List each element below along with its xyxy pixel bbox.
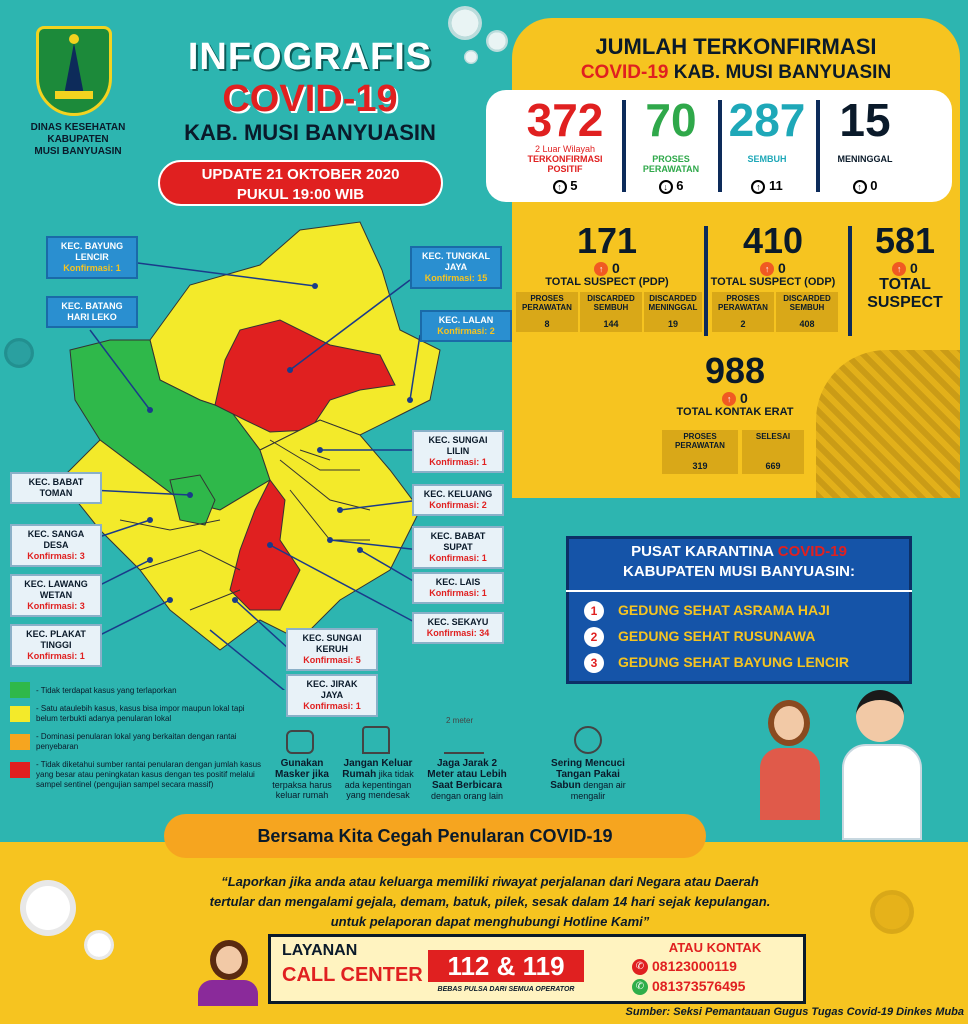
- total-contact: 988 ↑ 0 TOTAL KONTAK ERAT: [676, 350, 794, 419]
- contact-label: ATAU KONTAK: [668, 940, 762, 955]
- virus-decoration-icon: [20, 880, 76, 936]
- doctor-illustration: [838, 690, 926, 840]
- hotline-note: BEBAS PULSA DARI SEMUA OPERATOR: [437, 986, 575, 993]
- arrow-up-icon: ↑: [892, 262, 906, 276]
- district-label-sekayu: KEC. SEKAYU Konfirmasi: 34: [412, 612, 504, 644]
- source-credit: Sumber: Seksi Pemantauan Gugus Tugas Covid-19 Dinkes Muba: [625, 1006, 964, 1018]
- legend-text: - Satu ataulebih kasus, kasus bisa impor maupun lokal tapi belum terbukti adanya penularan lokal: [36, 704, 245, 723]
- tip-wash-hands: Sering Mencuci Tangan Pakai Sabun dengan air mengalir: [550, 758, 626, 801]
- tip-stay-home: Jangan Keluar Rumah jika tidak ada kepentingan yang mendesak: [342, 758, 414, 800]
- page-title: INFOGRAFIS: [187, 36, 433, 78]
- confirmed-subheading: COVID-19 KAB. MUSI BANYUASIN: [580, 62, 892, 83]
- reporting-notice: “Laporkan jika anda atau keluarga memiliki riwayat perjalanan dari Negara atau Daerah tertular dan mengalami gejala, demam, batuk, pilek, sesak dalam 14 hari sejak kepulangan. untuk pelaporan dapat menghubungi Hotline Kami”: [209, 874, 771, 929]
- suspect-odp: 410 ↑ 0 TOTAL SUSPECT (ODP): [710, 220, 836, 289]
- legend-swatch-green: [10, 682, 30, 698]
- district-label-babat-toman: KEC. BABAT TOMAN: [10, 472, 102, 504]
- page-subtitle-region: KAB. MUSI BANYUASIN: [184, 120, 436, 145]
- arrow-up-icon: ↑: [751, 180, 765, 194]
- pdp-cell: PROSES PERAWATAN 8: [516, 292, 578, 332]
- kabupaten-logo: [36, 26, 112, 116]
- page-subtitle-covid: COVID-19: [222, 78, 398, 120]
- arrow-up-icon: ↑: [722, 392, 736, 406]
- stat-treatment: 70 PROSES PERAWATAN ↓ 6: [642, 94, 700, 193]
- contact-cell: SELESAI 669: [742, 430, 804, 474]
- mask-icon: [286, 730, 314, 754]
- arrow-up-icon: ↑: [760, 262, 774, 276]
- district-label-plakat-tinggi: KEC. PLAKAT TINGGI Konfirmasi: 1: [10, 624, 102, 667]
- district-label-bayung-lencir: KEC. BAYUNG LENCIR Konfirmasi: 1: [46, 236, 138, 279]
- batik-decoration: [816, 350, 960, 498]
- tip-distance: Jaga Jarak 2 Meter atau Lebih Saat Berbicara dengan orang lain: [427, 758, 507, 801]
- virus-decoration-icon: [84, 930, 114, 960]
- legend-text: - Tidak diketahui sumber rantai penularan dengan jumlah kasus yang besar atau peningkatan kasus dengan tes positif melalui sampel sentinel (pengujian sampel secara massif): [36, 760, 262, 789]
- virus-decoration-icon: [870, 890, 914, 934]
- contact-cell: PROSES PERAWATAN 319: [662, 430, 738, 474]
- district-label-sungai-keruh: KEC. SUNGAI KERUH Konfirmasi: 5: [286, 628, 378, 671]
- whatsapp-contact: ✆ 081373576495: [632, 978, 802, 995]
- district-label-tungkal-jaya: KEC. TUNGKAL JAYA Konfirmasi: 15: [410, 246, 502, 289]
- arrow-up-icon: ↑: [853, 180, 867, 194]
- update-badge: UPDATE 21 OKTOBER 2020 PUKUL 19:00 WIB: [158, 160, 443, 206]
- district-label-lawang-wetan: KEC. LAWANG WETAN Konfirmasi: 3: [10, 574, 102, 617]
- legend-text: - Dominasi penularan lokal yang berkaitan dengan rantai penyebaran: [36, 732, 237, 751]
- district-label-keluang: KEC. KELUANG Konfirmasi: 2: [412, 484, 504, 516]
- pdp-cell: DISCARDED SEMBUH 144: [580, 292, 642, 332]
- phone-contact: ✆ 08123000119: [632, 958, 802, 975]
- stat-deaths: 15 MENINGGAL ↑ 0: [837, 94, 893, 193]
- quarantine-item: 1 GEDUNG SEHAT ASRAMA HAJI: [584, 600, 904, 621]
- hand-wash-icon: [574, 726, 602, 754]
- quarantine-item: 2 GEDUNG SEHAT RUSUNAWA: [584, 626, 904, 647]
- agency-name: DINAS KESEHATAN KABUPATEN MUSI BANYUASIN: [30, 122, 126, 157]
- pdp-cell: DISCARDED MENINGGAL 19: [644, 292, 702, 332]
- stat-recovered: 287 SEMBUH ↑ 11: [728, 94, 806, 193]
- district-label-sanga-desa: KEC. SANGA DESA Konfirmasi: 3: [10, 524, 102, 567]
- district-label-babat-supat: KEC. BABAT SUPAT Konfirmasi: 1: [412, 526, 504, 569]
- odp-cell: PROSES PERAWATAN 2: [712, 292, 774, 332]
- phone-icon: ✆: [632, 959, 648, 975]
- campaign-banner: Bersama Kita Cegah Penularan COVID-19: [164, 814, 706, 858]
- district-label-sungai-lilin: KEC. SUNGAI LILIN Konfirmasi: 1: [412, 430, 504, 473]
- district-label-lais: KEC. LAIS Konfirmasi: 1: [412, 572, 504, 604]
- stat-positive: 372 2 Luar Wilayah TERKONFIRMASI POSITIF ↑ 5: [526, 94, 604, 193]
- virus-decoration-icon: [486, 30, 508, 52]
- legend-swatch-orange: [10, 734, 30, 750]
- virus-decoration-icon: [448, 6, 482, 40]
- district-label-lalan: KEC. LALAN Konfirmasi: 2: [420, 310, 512, 342]
- legend-text: - Tidak terdapat kasus yang terlaporkan: [36, 686, 177, 695]
- legend-swatch-red: [10, 762, 30, 778]
- legend-swatch-yellow: [10, 706, 30, 722]
- confirmed-heading: JUMLAH TERKONFIRMASI: [595, 34, 877, 59]
- divider: [566, 590, 912, 592]
- odp-cell: DISCARDED SEMBUH 408: [776, 292, 838, 332]
- suspect-pdp: 171 ↑ 0 TOTAL SUSPECT (PDP): [545, 220, 669, 289]
- hotline-number: 112 & 119: [428, 950, 584, 982]
- distance-note: 2 meter: [446, 716, 474, 725]
- whatsapp-icon: ✆: [632, 979, 648, 995]
- oil-tower-icon: [39, 29, 109, 113]
- district-label-jirak-jaya: KEC. JIRAK JAYA Konfirmasi: 1: [286, 674, 378, 717]
- call-center-title: CALL CENTER: [282, 964, 423, 986]
- district-label-batang-hari-leko: KEC. BATANG HARI LEKO: [46, 296, 138, 328]
- patient-illustration: [760, 700, 820, 820]
- total-suspect: 581 ↑ 0 TOTAL SUSPECT: [867, 220, 943, 312]
- arrow-down-icon: ↓: [659, 180, 673, 194]
- house-icon: [362, 726, 390, 754]
- arrow-up-icon: ↑: [594, 262, 608, 276]
- arrow-up-icon: ↑: [553, 180, 567, 194]
- quarantine-title: PUSAT KARANTINA COVID-19 KABUPATEN MUSI BANYUASIN:: [623, 543, 855, 580]
- tip-mask: Gunakan Masker jika terpaksa harus keluar rumah: [272, 758, 332, 800]
- distance-icon: [444, 728, 484, 754]
- call-center-label: LAYANAN: [282, 942, 358, 959]
- quarantine-item: 3 GEDUNG SEHAT BAYUNG LENCIR: [584, 652, 904, 673]
- call-center-agent-illustration: [196, 940, 258, 1006]
